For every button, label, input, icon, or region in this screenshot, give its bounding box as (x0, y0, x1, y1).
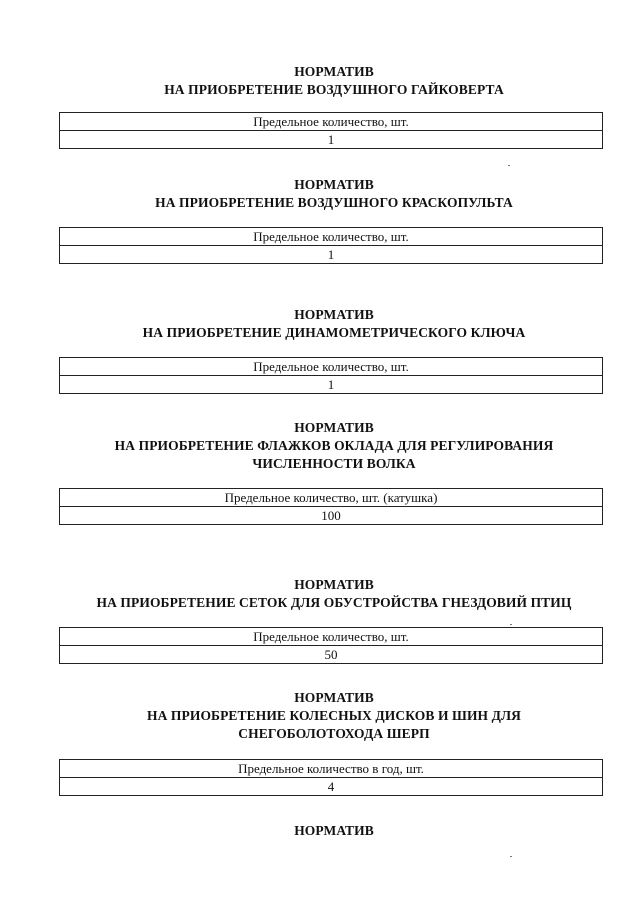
table-value-cell: 50 (324, 647, 338, 662)
norm-title: НОРМАТИВ (294, 64, 374, 79)
norm-heading (40, 689, 628, 743)
norm-title: НОРМАТИВ (294, 177, 374, 192)
norm-subject-continued: ЧИСЛЕННОСТИ ВОЛКА (252, 456, 416, 471)
table-header-cell: Предельное количество, шт. (катушка) (60, 489, 602, 507)
norm-subject: НА ПРИОБРЕТЕНИЕ КОЛЕСНЫХ ДИСКОВ И ШИН ДЛЯ (146, 708, 522, 723)
scan-speck (508, 165, 510, 166)
table-header-cell: Предельное количество в год, шт. (60, 760, 602, 778)
norm-subject: НА ПРИОБРЕТЕНИЕ ФЛАЖКОВ ОКЛАДА ДЛЯ РЕГУЛИРОВАНИЯ (114, 438, 554, 453)
table-value-cell: 4 (327, 779, 335, 794)
table-value-cell: 1 (327, 377, 335, 392)
norm-heading (40, 419, 628, 473)
norm-heading (40, 306, 628, 342)
scan-speck (510, 856, 512, 857)
table-header-cell: Предельное количество, шт. (60, 358, 602, 376)
norm-subject: НА ПРИОБРЕТЕНИЕ ВОЗДУШНОГО ГАЙКОВЕРТА (164, 82, 504, 97)
norm-table (59, 357, 603, 394)
norm-subject: НА ПРИОБРЕТЕНИЕ ДИНАМОМЕТРИЧЕСКОГО КЛЮЧА (142, 325, 526, 340)
norm-heading (40, 822, 628, 840)
table-header-cell: Предельное количество, шт. (60, 628, 602, 646)
table-header-cell: Предельное количество, шт. (60, 228, 602, 246)
norm-title: НОРМАТИВ (294, 420, 374, 435)
norm-heading (40, 576, 628, 612)
norm-subject: НА ПРИОБРЕТЕНИЕ ВОЗДУШНОГО КРАСКОПУЛЬТА (155, 195, 513, 210)
norm-title: НОРМАТИВ (294, 307, 374, 322)
norm-table (59, 112, 603, 149)
table-header-cell: Предельное количество, шт. (60, 113, 602, 131)
norm-table (59, 627, 603, 664)
table-value-cell: 100 (321, 508, 341, 523)
norm-heading (40, 63, 628, 99)
norm-table (59, 759, 603, 796)
norm-heading (40, 176, 628, 212)
table-value-cell: 1 (327, 247, 335, 262)
scan-speck (510, 624, 512, 625)
norm-table (59, 488, 603, 525)
norm-table (59, 227, 603, 264)
norm-title: НОРМАТИВ (294, 577, 374, 592)
norm-title: НОРМАТИВ (294, 690, 374, 705)
norm-title: НОРМАТИВ (294, 823, 374, 838)
norm-subject: НА ПРИОБРЕТЕНИЕ СЕТОК ДЛЯ ОБУСТРОЙСТВА ГНЕЗДОВИЙ ПТИЦ (96, 595, 572, 610)
norm-subject-continued: СНЕГОБОЛОТОХОДА ШЕРП (238, 726, 430, 741)
table-value-cell: 1 (327, 132, 335, 147)
